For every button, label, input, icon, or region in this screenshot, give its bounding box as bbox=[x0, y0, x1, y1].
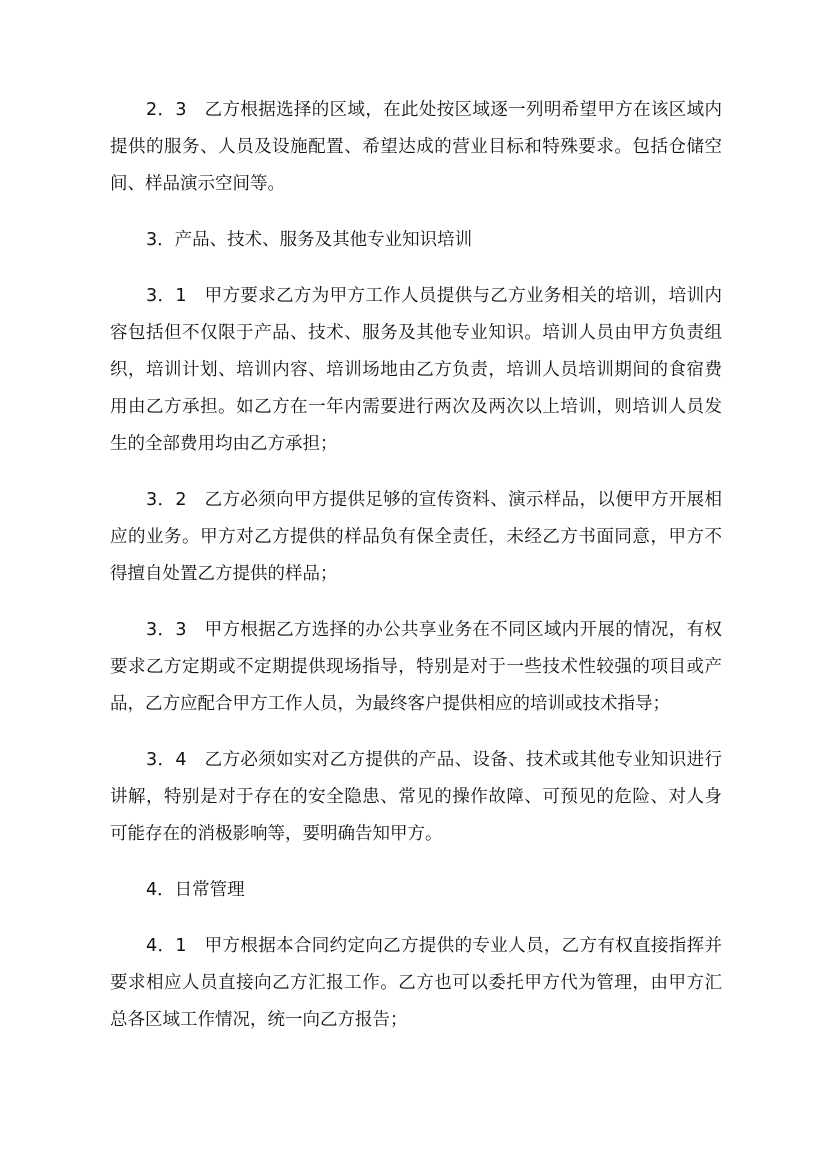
text-line: 要求乙方定期或不定期提供现场指导，特别是对于一些技术性较强的项目或产 bbox=[110, 657, 722, 677]
text-line: 容包括但不仅限于产品、技术、服务及其他专业知识。培训人员由甲方负责组 bbox=[110, 323, 722, 343]
text-line: 4．1 甲方根据本合同约定向乙方提供的专业人员，乙方有权直接指挥并 bbox=[146, 936, 722, 956]
text-line: 品，乙方应配合甲方工作人员，为最终客户提供相应的培训或技术指导； bbox=[110, 694, 670, 714]
text-line: 要求相应人员直接向乙方汇报工作。乙方也可以委托甲方代为管理，由甲方汇 bbox=[110, 973, 722, 993]
text-line: 可能存在的消极影响等，要明确告知甲方。 bbox=[110, 824, 443, 844]
text-line: 3．1 甲方要求乙方为甲方工作人员提供与乙方业务相关的培训，培训内 bbox=[146, 286, 722, 306]
clause-paragraph bbox=[110, 928, 722, 1039]
section-heading bbox=[110, 222, 722, 259]
text-line: 4．日常管理 bbox=[146, 880, 245, 900]
text-line: 3．产品、技术、服务及其他专业知识培训 bbox=[146, 230, 473, 250]
text-line: 用由乙方承担。如乙方在一年内需要进行两次及两次以上培训，则培训人员发 bbox=[110, 397, 722, 417]
text-line: 得擅自处置乙方提供的样品； bbox=[110, 564, 338, 584]
text-line: 3．2 乙方必须向甲方提供足够的宣传资料、演示样品，以便甲方开展相 bbox=[146, 490, 722, 510]
clause-paragraph bbox=[110, 278, 722, 463]
text-line: 3．3 甲方根据乙方选择的办公共享业务在不同区域内开展的情况，有权 bbox=[146, 620, 722, 640]
clause-paragraph bbox=[110, 92, 722, 203]
section-heading bbox=[110, 872, 722, 909]
text-line: 生的全部费用均由乙方承担； bbox=[110, 434, 338, 454]
clause-paragraph bbox=[110, 612, 722, 723]
clause-paragraph bbox=[110, 742, 722, 853]
text-line: 总各区域工作情况，统一向乙方报告； bbox=[110, 1010, 408, 1030]
text-line: 2．3 乙方根据选择的区域，在此处按区域逐一列明希望甲方在该区域内 bbox=[146, 100, 722, 120]
text-line: 3．4 乙方必须如实对乙方提供的产品、设备、技术或其他专业知识进行 bbox=[146, 750, 722, 770]
text-line: 间、样品演示空间等。 bbox=[110, 174, 285, 194]
text-line: 织，培训计划、培训内容、培训场地由乙方负责，培训人员培训期间的食宿费 bbox=[110, 360, 722, 380]
text-line: 应的业务。甲方对乙方提供的样品负有保全责任，未经乙方书面同意，甲方不 bbox=[110, 527, 722, 547]
clause-paragraph bbox=[110, 482, 722, 593]
document-body bbox=[110, 92, 722, 1058]
text-line: 讲解，特别是对于存在的安全隐患、常见的操作故障、可预见的危险、对人身 bbox=[110, 787, 722, 807]
text-line: 提供的服务、人员及设施配置、希望达成的营业目标和特殊要求。包括仓储空 bbox=[110, 137, 722, 157]
